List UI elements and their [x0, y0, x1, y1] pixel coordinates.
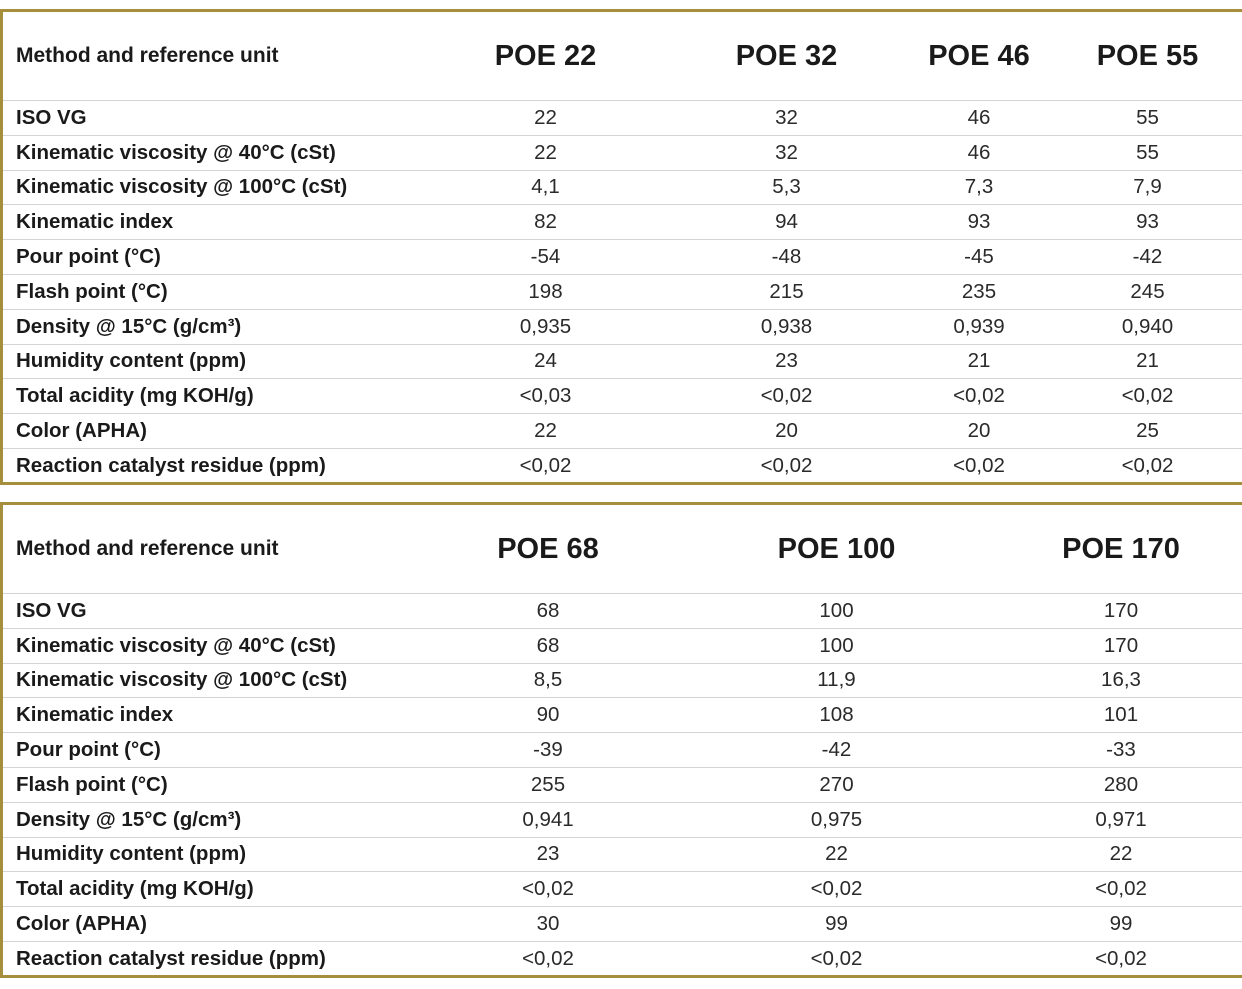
row-label: Kinematic viscosity @ 100°C (cSt) [3, 170, 423, 205]
table-header-row [3, 12, 1242, 101]
product-column-header: POE 22 [494, 39, 597, 72]
table-cell: 68 [423, 594, 673, 629]
table-cell: 7,9 [1053, 170, 1242, 205]
table-cell: 93 [905, 205, 1053, 240]
table-cell: 46 [905, 101, 1053, 136]
table-cell: -33 [1000, 733, 1242, 768]
table-row [3, 767, 1242, 802]
table-cell: 0,971 [1000, 802, 1242, 837]
product-column-header: POE 32 [735, 39, 838, 72]
table-cell: 4,1 [423, 170, 668, 205]
table-row [3, 907, 1242, 942]
table-cell: 0,940 [1053, 309, 1242, 344]
table-header-row [3, 505, 1242, 594]
table-row [3, 941, 1242, 975]
table-cell: <0,02 [1000, 872, 1242, 907]
row-label: Density @ 15°C (g/cm³) [3, 309, 423, 344]
product-column-header: POE 170 [1062, 532, 1180, 565]
row-label: Kinematic viscosity @ 100°C (cSt) [3, 663, 423, 698]
table-row [3, 628, 1242, 663]
table-row [3, 663, 1242, 698]
table-cell: 22 [423, 135, 668, 170]
row-label: Kinematic viscosity @ 40°C (cSt) [3, 135, 423, 170]
table-cell: <0,02 [423, 872, 673, 907]
row-label: Kinematic index [3, 698, 423, 733]
table-row [3, 802, 1242, 837]
table-cell: 99 [1000, 907, 1242, 942]
table-cell: <0,03 [423, 379, 668, 414]
table-cell: 16,3 [1000, 663, 1242, 698]
table-cell: <0,02 [673, 872, 1000, 907]
row-label: Kinematic index [3, 205, 423, 240]
table-cell: -45 [905, 240, 1053, 275]
table-row [3, 344, 1242, 379]
table-cell: 101 [1000, 698, 1242, 733]
row-label: ISO VG [3, 594, 423, 629]
table-cell: <0,02 [1053, 448, 1242, 482]
table-cell: 0,975 [673, 802, 1000, 837]
table-cell: 100 [673, 628, 1000, 663]
table-cell: <0,02 [423, 941, 673, 975]
table-row [3, 448, 1242, 482]
table-cell: -48 [668, 240, 905, 275]
table-cell: 25 [1053, 414, 1242, 449]
table-cell: 32 [668, 135, 905, 170]
table-cell: 22 [673, 837, 1000, 872]
table-cell: 24 [423, 344, 668, 379]
spec-table-1-body [3, 101, 1242, 483]
table-cell: 100 [673, 594, 1000, 629]
table-row [3, 414, 1242, 449]
table-cell: 245 [1053, 274, 1242, 309]
table-cell: 22 [423, 414, 668, 449]
table-row [3, 240, 1242, 275]
table-row [3, 309, 1242, 344]
table-row [3, 135, 1242, 170]
table-cell: <0,02 [423, 448, 668, 482]
spec-table-1 [3, 12, 1242, 483]
table-cell: 170 [1000, 628, 1242, 663]
row-label: Humidity content (ppm) [3, 344, 423, 379]
table-cell: 55 [1053, 101, 1242, 136]
table-cell: 30 [423, 907, 673, 942]
table-cell: 215 [668, 274, 905, 309]
table-row [3, 733, 1242, 768]
product-column-header: POE 100 [777, 532, 896, 565]
table-row [3, 594, 1242, 629]
table-cell: <0,02 [905, 448, 1053, 482]
table-cell: 0,939 [905, 309, 1053, 344]
row-label: Total acidity (mg KOH/g) [3, 872, 423, 907]
row-label: Flash point (°C) [3, 767, 423, 802]
table-cell: <0,02 [1000, 941, 1242, 975]
table-cell: 23 [668, 344, 905, 379]
product-column-header: POE 68 [497, 532, 599, 565]
table-cell: 280 [1000, 767, 1242, 802]
row-label: Flash point (°C) [3, 274, 423, 309]
label-column-header: Method and reference unit [16, 44, 279, 67]
table-cell: 108 [673, 698, 1000, 733]
table-cell: 170 [1000, 594, 1242, 629]
table-row [3, 205, 1242, 240]
table-cell: <0,02 [668, 448, 905, 482]
table-cell: 255 [423, 767, 673, 802]
table-cell: <0,02 [905, 379, 1053, 414]
product-column-header: POE 46 [928, 39, 1030, 72]
table-cell: 21 [1053, 344, 1242, 379]
table-row [3, 698, 1242, 733]
table-cell: 68 [423, 628, 673, 663]
table-cell: 22 [423, 101, 668, 136]
spec-table-panel-2 [0, 502, 1242, 978]
row-label: Humidity content (ppm) [3, 837, 423, 872]
table-cell: 198 [423, 274, 668, 309]
table-row [3, 379, 1242, 414]
table-cell: 270 [673, 767, 1000, 802]
table-cell: 11,9 [673, 663, 1000, 698]
table-row [3, 837, 1242, 872]
table-cell: -54 [423, 240, 668, 275]
table-cell: 32 [668, 101, 905, 136]
table-cell: -39 [423, 733, 673, 768]
table-cell: 94 [668, 205, 905, 240]
table-cell: <0,02 [673, 941, 1000, 975]
table-cell: 99 [673, 907, 1000, 942]
row-label: Reaction catalyst residue (ppm) [3, 448, 423, 482]
table-cell: <0,02 [1053, 379, 1242, 414]
row-label: Color (APHA) [3, 907, 423, 942]
row-label: Density @ 15°C (g/cm³) [3, 802, 423, 837]
row-label: Reaction catalyst residue (ppm) [3, 941, 423, 975]
product-column-header: POE 55 [1096, 39, 1199, 72]
table-cell: -42 [673, 733, 1000, 768]
table-cell: 23 [423, 837, 673, 872]
label-column-header: Method and reference unit [16, 537, 279, 560]
table-cell: 0,938 [668, 309, 905, 344]
table-cell: 90 [423, 698, 673, 733]
table-cell: 82 [423, 205, 668, 240]
row-label: Pour point (°C) [3, 240, 423, 275]
table-cell: 8,5 [423, 663, 673, 698]
row-label: ISO VG [3, 101, 423, 136]
table-cell: 5,3 [668, 170, 905, 205]
row-label: Pour point (°C) [3, 733, 423, 768]
table-cell: 20 [905, 414, 1053, 449]
table-row [3, 170, 1242, 205]
table-cell: 0,941 [423, 802, 673, 837]
table-cell: 22 [1000, 837, 1242, 872]
table-cell: 0,935 [423, 309, 668, 344]
spec-table-2-body [3, 594, 1242, 976]
table-cell: 20 [668, 414, 905, 449]
row-label: Kinematic viscosity @ 40°C (cSt) [3, 628, 423, 663]
row-label: Color (APHA) [3, 414, 423, 449]
table-cell: <0,02 [668, 379, 905, 414]
table-row [3, 101, 1242, 136]
table-cell: 7,3 [905, 170, 1053, 205]
table-cell: 93 [1053, 205, 1242, 240]
table-row [3, 274, 1242, 309]
table-cell: 46 [905, 135, 1053, 170]
table-cell: 21 [905, 344, 1053, 379]
table-cell: 55 [1053, 135, 1242, 170]
table-cell: 235 [905, 274, 1053, 309]
spec-table-2 [3, 505, 1242, 976]
row-label: Total acidity (mg KOH/g) [3, 379, 423, 414]
table-row [3, 872, 1242, 907]
spec-table-panel-1 [0, 9, 1242, 485]
table-cell: -42 [1053, 240, 1242, 275]
